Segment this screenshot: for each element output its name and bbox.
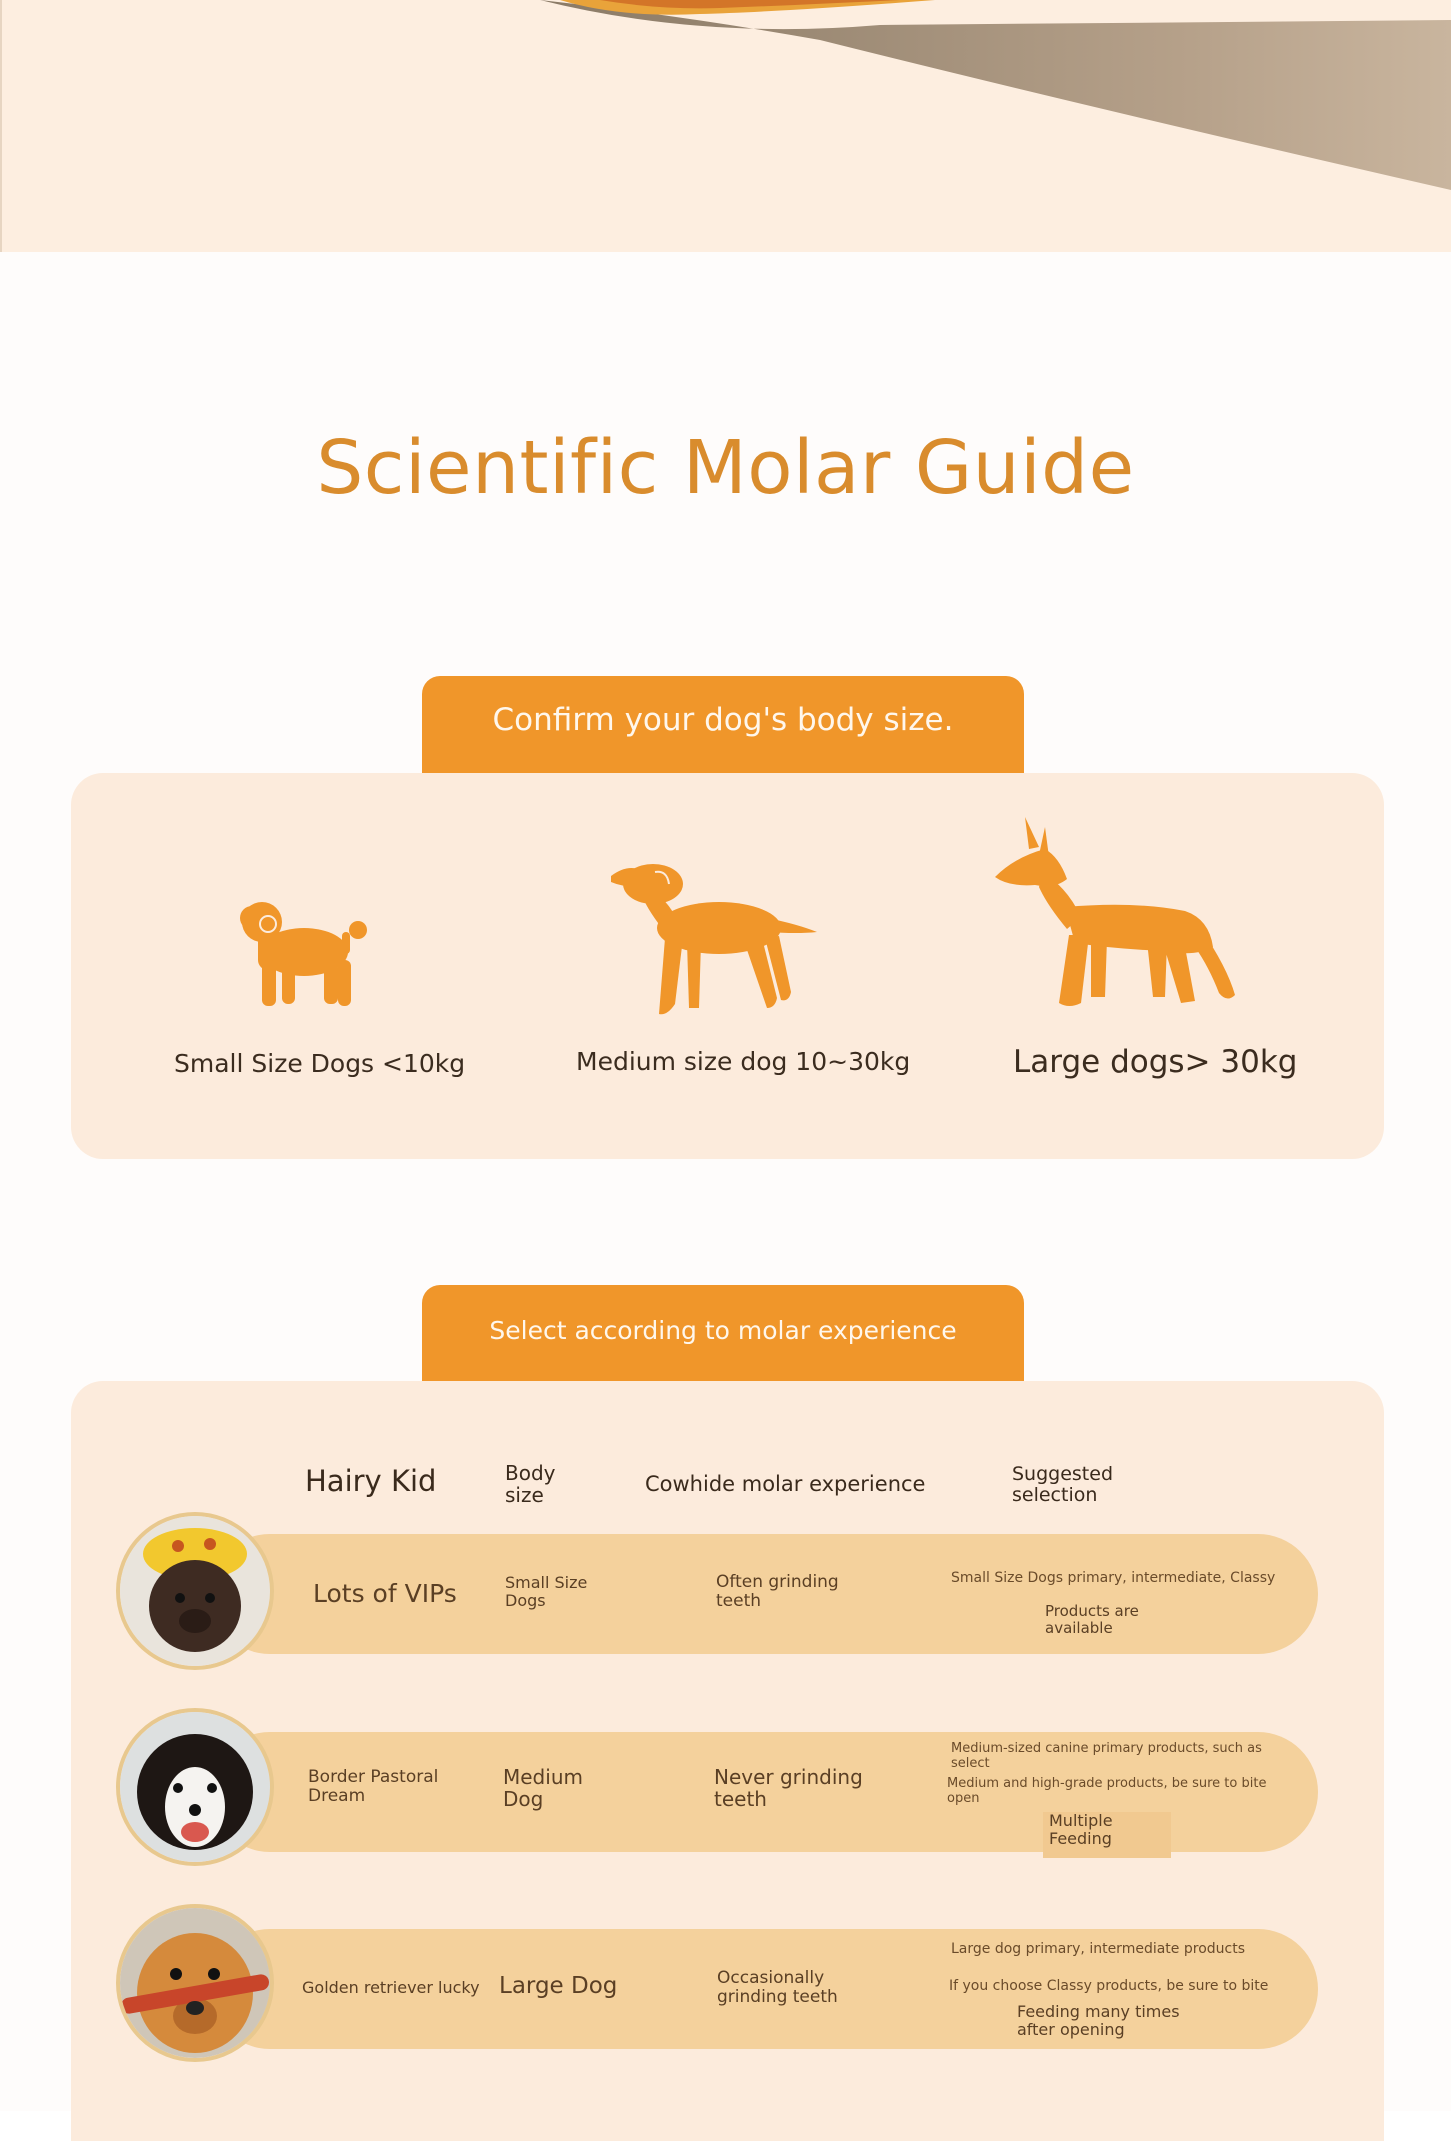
row1-suggest-a: Small Size Dogs primary, intermediate, Classy bbox=[951, 1570, 1276, 1586]
labrador-icon bbox=[607, 858, 821, 1022]
column-header-body-size-line1: Body bbox=[505, 1461, 556, 1485]
size-label-large: Large dogs> 30kg bbox=[1013, 1044, 1298, 1080]
poodle-icon bbox=[234, 896, 370, 1012]
column-header-suggested bbox=[1012, 1464, 1113, 1506]
experience-section-heading: Select according to molar experience bbox=[422, 1285, 1024, 1383]
shepherd-icon bbox=[995, 817, 1240, 1013]
row2-suggest-c-line1: Multiple bbox=[1049, 1811, 1113, 1830]
row1-dog-name: Lots of VIPs bbox=[313, 1579, 457, 1608]
column-header-suggested-line2: selection bbox=[1012, 1483, 1098, 1506]
row2-suggest-a-line1: Medium-sized canine primary products, such as bbox=[951, 1741, 1262, 1756]
row3-experience-line1: Occasionally bbox=[717, 1968, 825, 1988]
row1-body-size-line1: Small Size bbox=[505, 1573, 588, 1592]
row1-body-size bbox=[505, 1574, 587, 1610]
row2-suggest-b-line2: open bbox=[947, 1790, 980, 1806]
hero-product-image bbox=[0, 0, 1451, 252]
row2-body-size-line2: Dog bbox=[503, 1787, 544, 1812]
row3-experience-line2: grinding teeth bbox=[717, 1987, 838, 2008]
size-label-small: Small Size Dogs <10kg bbox=[174, 1049, 466, 1078]
row3-suggest-c bbox=[1017, 2003, 1180, 2039]
row2-suggest-c bbox=[1043, 1812, 1171, 1858]
row2-experience-line1: Never grinding bbox=[714, 1765, 863, 1789]
column-header-suggested-line1: Suggested bbox=[1012, 1463, 1114, 1485]
row2-suggest-b-line1: Medium and high-grade products, be sure to bite bbox=[947, 1776, 1267, 1791]
row3-suggest-c-line1: Feeding many times bbox=[1017, 2002, 1180, 2021]
row3-suggest-b: If you choose Classy products, be sure to bite bbox=[949, 1978, 1269, 1994]
avatar-border-collie bbox=[116, 1708, 274, 1866]
row1-suggest-b-line2: available bbox=[1045, 1618, 1113, 1637]
row1-suggest-b-line1: Products are bbox=[1045, 1602, 1139, 1620]
row1-experience-line1: Often grinding bbox=[716, 1572, 839, 1592]
row2-dog-name bbox=[308, 1768, 438, 1806]
row3-body-size: Large Dog bbox=[499, 1973, 618, 1999]
row2-suggest-b bbox=[947, 1777, 1266, 1806]
size-label-medium: Medium size dog 10~30kg bbox=[576, 1047, 911, 1076]
column-header-body-size-line2: size bbox=[505, 1483, 544, 1507]
row1-body-size-line2: Dogs bbox=[505, 1590, 546, 1610]
row3-experience bbox=[717, 1969, 838, 2007]
column-header-body-size bbox=[505, 1462, 556, 1506]
row2-body-size bbox=[503, 1766, 583, 1811]
avatar-golden-retriever bbox=[116, 1904, 274, 2062]
row2-body-size-line1: Medium bbox=[503, 1765, 583, 1789]
row2-suggest-c-line2: Feeding bbox=[1049, 1828, 1112, 1848]
row1-experience bbox=[716, 1573, 839, 1611]
row3-suggest-c-line2: after opening bbox=[1017, 2019, 1125, 2039]
page-title: Scientific Molar Guide bbox=[316, 425, 1135, 511]
column-header-experience: Cowhide molar experience bbox=[645, 1472, 926, 1496]
column-header-kid: Hairy Kid bbox=[305, 1464, 437, 1498]
row1-experience-line2: teeth bbox=[716, 1591, 762, 1612]
row3-suggest-a: Large dog primary, intermediate products bbox=[951, 1941, 1245, 1957]
avatar-poodle bbox=[116, 1512, 274, 1670]
row2-experience bbox=[714, 1766, 863, 1811]
row1-suggest-b bbox=[1045, 1603, 1139, 1637]
row2-dog-name-line1: Border Pastoral bbox=[308, 1767, 439, 1787]
row2-dog-name-line2: Dream bbox=[308, 1786, 366, 1807]
row2-suggest-a-line2: select bbox=[951, 1755, 990, 1771]
row2-experience-line2: teeth bbox=[714, 1787, 767, 1812]
row3-dog-name: Golden retriever lucky bbox=[302, 1978, 480, 1997]
size-section-heading: Confirm your dog's body size. bbox=[422, 676, 1024, 774]
row2-suggest-a bbox=[951, 1742, 1262, 1771]
